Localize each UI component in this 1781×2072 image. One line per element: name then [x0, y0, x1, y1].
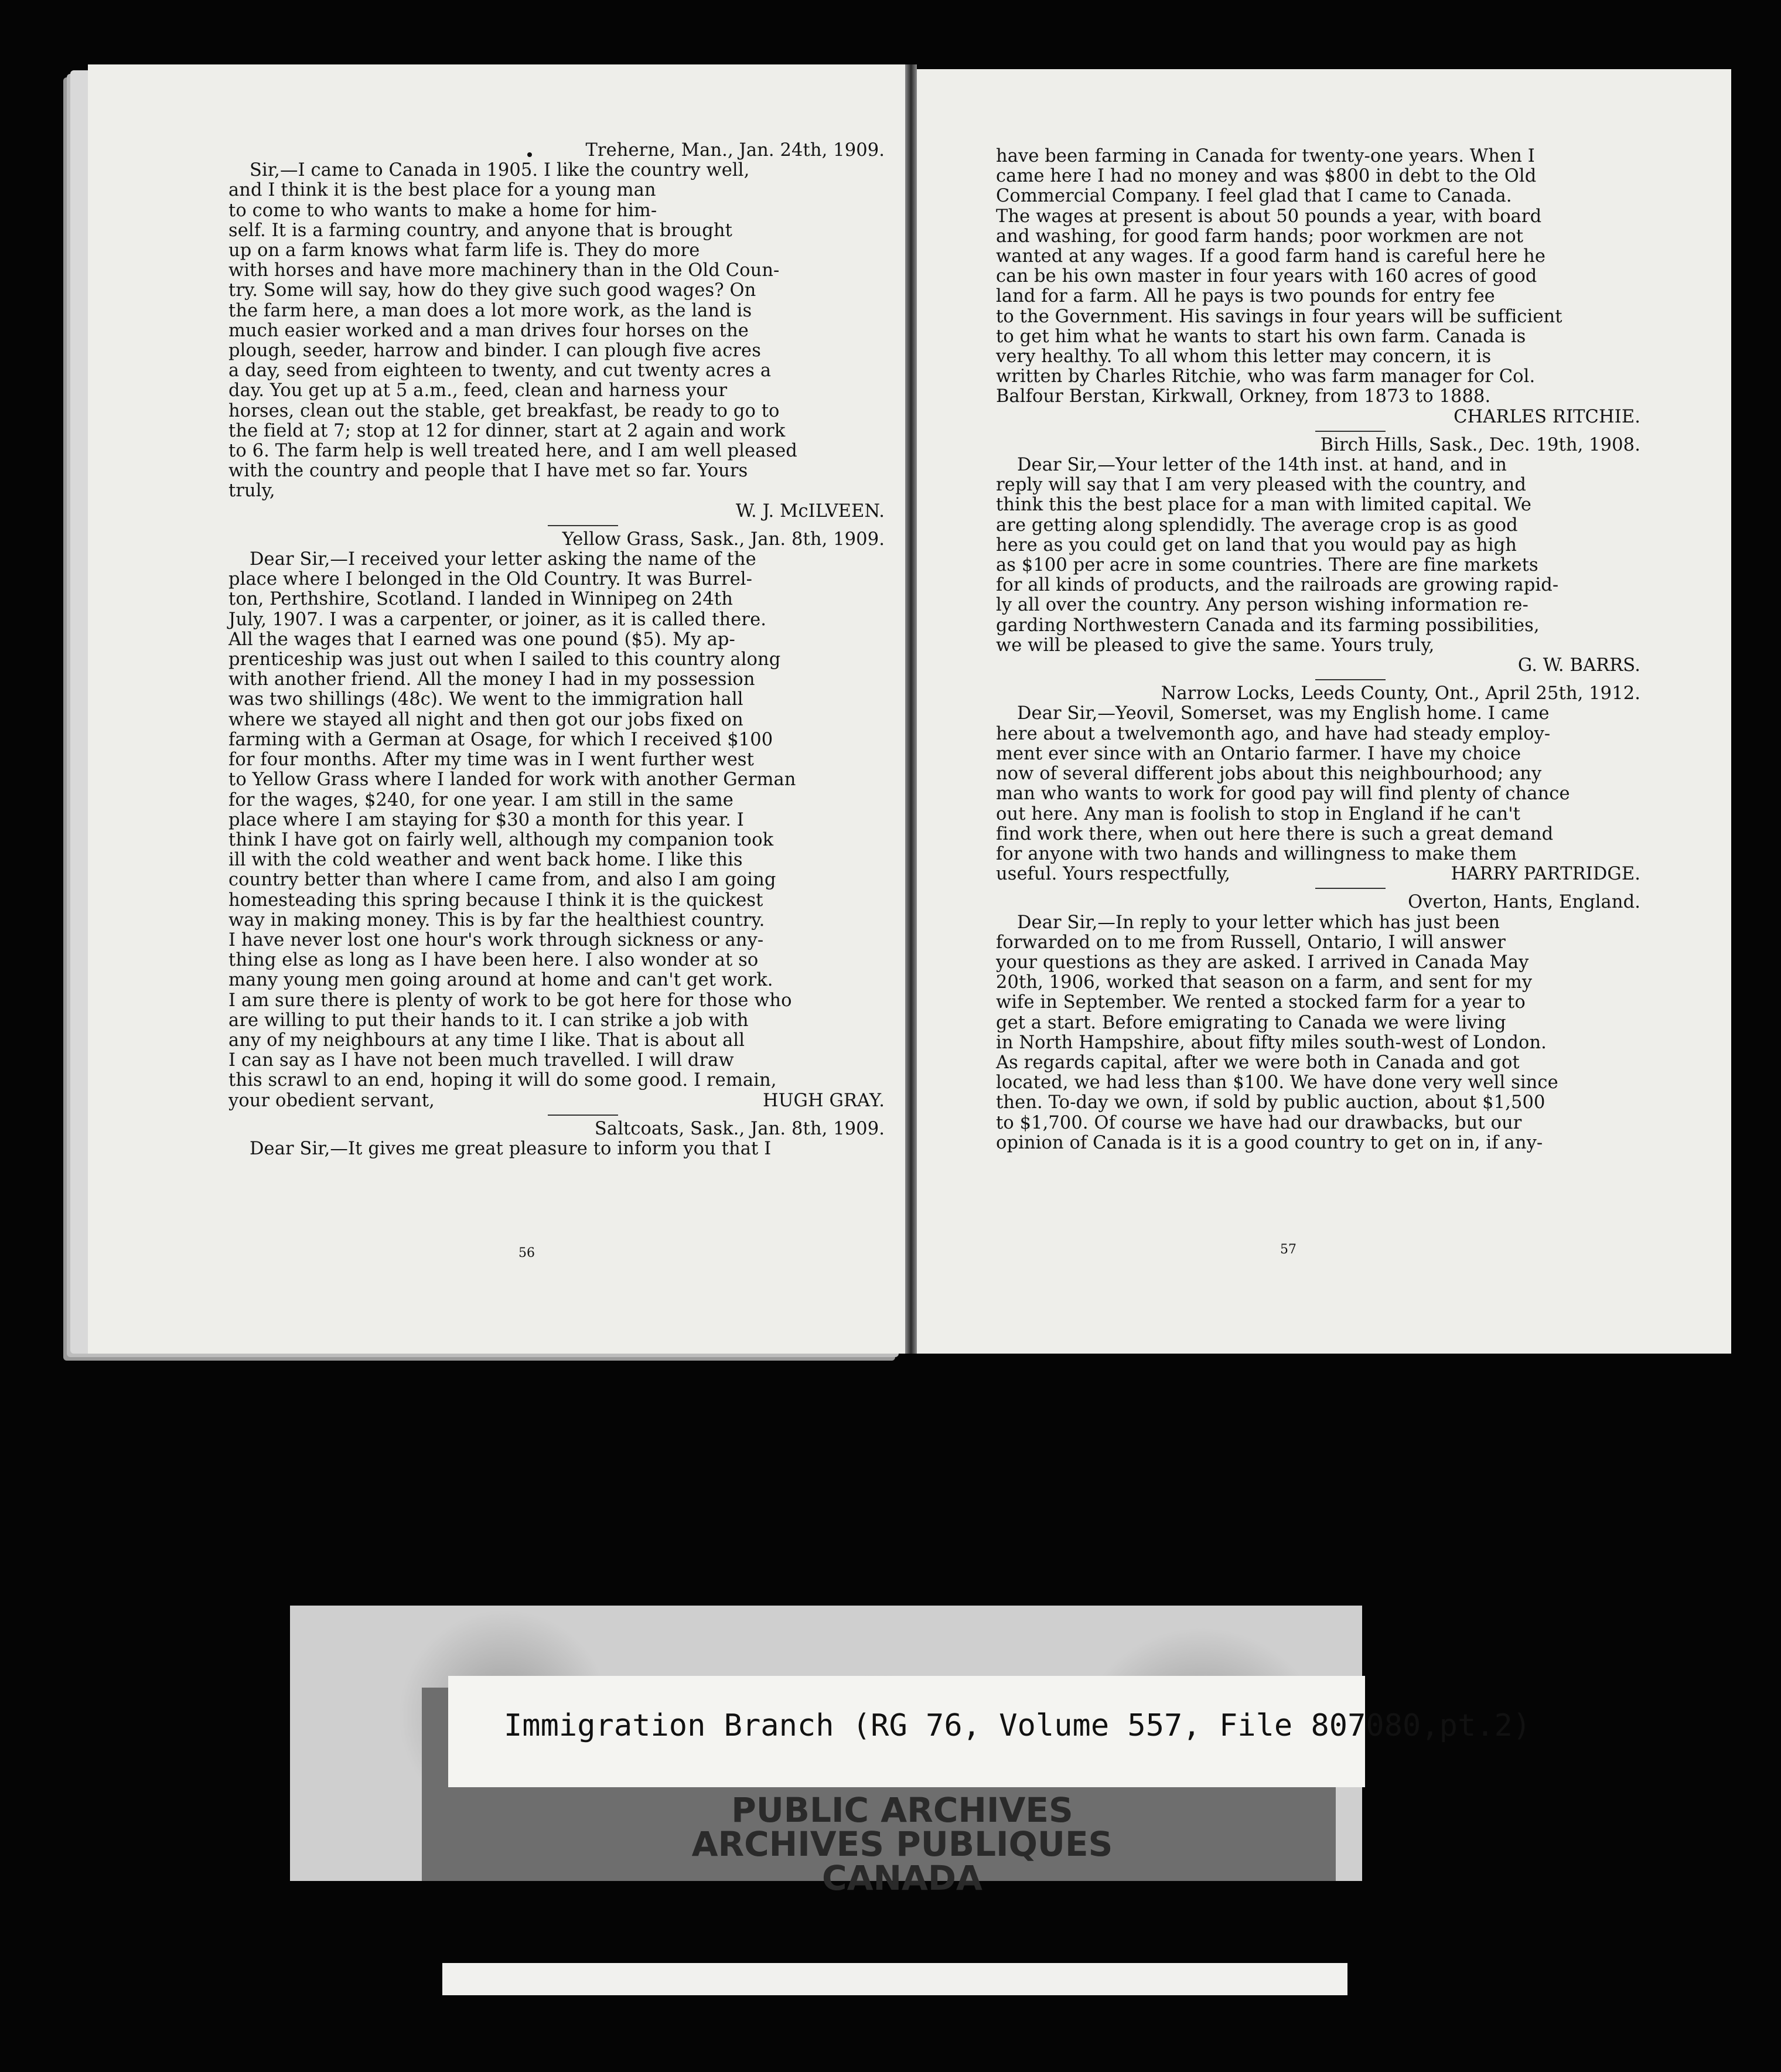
letter-line: written by Charles Ritchie, who was farm manager for Col.	[996, 366, 1536, 387]
letter-line: very healthy. To all whom this letter may concern, it is	[996, 346, 1492, 367]
letter-line: for the wages, $240, for one year. I am still in the same	[228, 789, 733, 810]
letter-line: then. To-day we own, if sold by public auction, about $1,500	[996, 1092, 1545, 1113]
letter-line: Dear Sir,—I received your letter asking the name of the	[250, 549, 756, 570]
letter-line: ment ever since with an Ontario farmer. I have my choice	[996, 743, 1521, 764]
stamp-line: PUBLIC ARCHIVES	[731, 1790, 1073, 1830]
letter-line: wife in September. We rented a stocked farm for a year to	[996, 992, 1526, 1013]
separator-rule	[548, 525, 618, 526]
page-number: 56	[518, 1246, 535, 1260]
archives-stamp	[674, 1790, 1131, 1898]
letter-line: much easier worked and a man drives four horses on the	[228, 320, 749, 341]
letter-line: with horses and have more machinery than in the Old Coun-	[228, 260, 780, 281]
letter-line: out here. Any man is foolish to stop in England if he can't	[996, 803, 1521, 824]
letter-dateline: Narrow Locks, Leeds County, Ont., April 25th, 1912.	[1161, 683, 1640, 704]
letter-line: man who wants to work for good pay will find plenty of chance	[996, 783, 1570, 805]
letter-line: and washing, for good farm hands; poor workmen are not	[996, 226, 1524, 247]
letter-line: to $1,700. Of course we have had our drawbacks, but our	[996, 1112, 1522, 1133]
letter-dateline: Treherne, Man., Jan. 24th, 1909.	[585, 140, 885, 161]
letter-line: many young men going around at home and can't get work.	[228, 970, 773, 991]
letter-line: homesteading this spring because I think it is the quickest	[228, 890, 763, 911]
letter-line: to get him what he wants to start his own farm. Canada is	[996, 326, 1526, 347]
letter-closing-row	[228, 1091, 908, 1111]
stamp-line: CANADA	[822, 1858, 982, 1898]
letter-line: are willing to put their hands to it. I can strike a job with	[228, 1010, 749, 1031]
letter-line: think this the best place for a man with limited capital. We	[996, 495, 1532, 516]
separator-rule	[1315, 679, 1386, 680]
letter-line: truly,	[228, 480, 275, 502]
letter-line: Dear Sir,—In reply to your letter which has just been	[1017, 912, 1500, 933]
letter-line: here about a twelvemonth ago, and have had steady employ-	[996, 723, 1551, 744]
separator-rule	[1315, 431, 1386, 432]
letter-line: July, 1907. I was a carpenter, or joiner, as it is called there.	[228, 609, 767, 630]
letter-line: any of my neighbours at any time I like. That is about all	[228, 1030, 745, 1051]
letter-line: the farm here, a man does a lot more work, as the land is	[228, 300, 752, 321]
letter-signature: CHARLES RITCHIE.	[1454, 406, 1640, 427]
letter-line: and I think it is the best place for a young man	[228, 180, 656, 201]
letter-line: day. You get up at 5 a.m., feed, clean and harness your	[228, 380, 728, 401]
letter-line: Dear Sir,—It gives me great pleasure to inform you that I	[250, 1138, 772, 1159]
letter-line: I have never lost one hour's work through sickness or any-	[228, 929, 764, 950]
letter-line: located, we had less than $100. We have done very well since	[996, 1072, 1558, 1093]
letter-line: for anyone with two hands and willingness to make them	[996, 843, 1517, 864]
letter-line: Dear Sir,—Yeovil, Somerset, was my English home. I came	[1017, 703, 1550, 724]
letter-line: to Yellow Grass where I landed for work with another German	[228, 769, 796, 790]
letter-line: garding Northwestern Canada and its farming possibilities,	[996, 615, 1540, 636]
label-strip	[442, 1963, 1347, 1995]
letter-line: are getting along splendidly. The average crop is as good	[996, 514, 1518, 536]
letter-line: 20th, 1906, worked that season on a farm, and sent for my	[996, 972, 1533, 993]
letter-line: find work there, when out here there is such a great demand	[996, 823, 1554, 844]
letter-closing-row	[996, 864, 1664, 884]
letter-line: in North Hampshire, about fifty miles south-west of London.	[996, 1032, 1547, 1053]
letter-line: wanted at any wages. If a good farm hand is careful here he	[996, 246, 1545, 267]
letter-line: for all kinds of products, and the railroads are growing rapid-	[996, 575, 1559, 596]
letter-line: to 6. The farm help is well treated here, and I am well pleased	[228, 441, 797, 462]
letter-line: here as you could get on land that you would pay as high	[996, 534, 1517, 556]
letter-line: your questions as they are asked. I arrived in Canada May	[996, 952, 1529, 973]
letter-line: to the Government. His savings in four years will be sufficient	[996, 306, 1562, 327]
letter-line: I am sure there is plenty of work to be got here for those who	[228, 990, 792, 1011]
letter-line: where we stayed all night and then got our jobs fixed on	[228, 709, 743, 730]
letter-line: Sir,—I came to Canada in 1905. I like the country well,	[250, 160, 750, 181]
letter-line: with the country and people that I have met so far. Yours	[228, 461, 748, 482]
letter-line: with another friend. All the money I had in my possession	[228, 669, 755, 690]
letter-line: self. It is a farming country, and anyone that is brought	[228, 220, 732, 241]
letter-line: reply will say that I am very pleased with the country, and	[996, 475, 1526, 496]
letter-line: prenticeship was just out when I sailed to this country along	[228, 649, 781, 670]
letter-line: now of several different jobs about this neighbourhood; any	[996, 764, 1542, 785]
letter-line: can be his own master in four years with 160 acres of good	[996, 266, 1537, 287]
letter-line: we will be pleased to give the same. Yours truly,	[996, 635, 1435, 656]
letter-line: get a start. Before emigrating to Canada we were living	[996, 1012, 1506, 1033]
letter-line: plough, seeder, harrow and binder. I can plough five acres	[228, 340, 761, 362]
letter-line: The wages at present is about 50 pounds a year, with board	[996, 206, 1542, 227]
letter-line: way in making money. This is by far the healthiest country.	[228, 909, 765, 931]
letter-line: the field at 7; stop at 12 for dinner, start at 2 again and work	[228, 420, 786, 441]
letter-line: land for a farm. All he pays is two pounds for entry fee	[996, 286, 1495, 307]
letter-line: opinion of Canada is it is a good country to get on in, if any-	[996, 1132, 1543, 1153]
letter-line: Balfour Berstan, Kirkwall, Orkney, from 1873 to 1888.	[996, 386, 1491, 407]
letter-signature: HARRY PARTRIDGE.	[1451, 864, 1640, 885]
letter-line: farming with a German at Osage, for which I received $100	[228, 729, 773, 750]
stamp-line: ARCHIVES PUBLIQUES	[691, 1824, 1113, 1864]
letter-line: a day, seed from eighteen to twenty, and cut twenty acres a	[228, 360, 772, 381]
letter-line: this scrawl to an end, hoping it will do some good. I remain,	[228, 1070, 777, 1091]
letter-line: place where I am staying for $30 a month for this year. I	[228, 809, 744, 830]
letter-dateline: Overton, Hants, England.	[1408, 892, 1640, 913]
letter-signature: HUGH GRAY.	[763, 1090, 885, 1111]
letter-dateline: Birch Hills, Sask., Dec. 19th, 1908.	[1320, 434, 1640, 455]
letter-dateline: Yellow Grass, Sask., Jan. 8th, 1909.	[562, 529, 885, 550]
letter-line: for four months. After my time was in I went further west	[228, 749, 754, 771]
letter-line: As regards capital, after we were both in Canada and got	[996, 1052, 1520, 1073]
letter-line: forwarded on to me from Russell, Ontario, I will answer	[996, 932, 1506, 953]
letter-signature: G. W. BARRS.	[1517, 655, 1640, 676]
letter-line: thing else as long as I have been here. I also wonder at so	[228, 950, 759, 971]
letter-closing: useful. Yours respectfully,	[996, 864, 1231, 885]
right-page	[917, 69, 1731, 1354]
letter-line: ton, Perthshire, Scotland. I landed in Winnipeg on 24th	[228, 589, 733, 610]
letter-line: to come to who wants to make a home for him-	[228, 200, 657, 221]
letter-line: All the wages that I earned was one pound ($5). My ap-	[228, 629, 735, 650]
letter-line: ly all over the country. Any person wishing information re-	[996, 595, 1528, 616]
letter-dateline: Saltcoats, Sask., Jan. 8th, 1909.	[594, 1118, 885, 1139]
letter-line: ill with the cold weather and went back home. I like this	[228, 850, 743, 871]
letter-line: came here I had no money and was $800 in debt to the Old	[996, 166, 1537, 187]
letter-closing: your obedient servant,	[228, 1090, 435, 1111]
letter-line: horses, clean out the stable, get breakfast, be ready to go to	[228, 400, 780, 421]
letter-line: place where I belonged in the Old Country. It was Burrel-	[228, 569, 753, 590]
letter-line: up on a farm knows what farm life is. They do more	[228, 240, 700, 261]
letter-line: was two shillings (48c). We went to the immigration hall	[228, 689, 743, 710]
letter-line: as $100 per acre in some countries. There are fine markets	[996, 555, 1538, 576]
separator-rule	[548, 1115, 618, 1116]
letter-line: Commercial Company. I feel glad that I came to Canada.	[996, 186, 1512, 207]
letter-line: country better than where I came from, and also I am going	[228, 870, 776, 891]
letter-line: think I have got on fairly well, although my companion took	[228, 829, 774, 850]
left-page	[88, 64, 905, 1354]
catalog-reference: Immigration Branch (RG 76, Volume 557, File 807080,pt.2)	[504, 1708, 1531, 1743]
letter-line: have been farming in Canada for twenty-one years. When I	[996, 146, 1535, 166]
left-page-text	[228, 141, 908, 1159]
letter-line: I can say as I have not been much travelled. I will draw	[228, 1050, 734, 1071]
separator-rule	[1315, 888, 1386, 889]
letter-line: Dear Sir,—Your letter of the 14th inst. at hand, and in	[1017, 455, 1507, 476]
right-page-text	[996, 146, 1664, 1153]
page-number: 57	[1280, 1242, 1296, 1257]
letter-signature: W. J. McILVEEN.	[735, 500, 885, 522]
letter-line: try. Some will say, how do they give such good wages? On	[228, 280, 756, 301]
